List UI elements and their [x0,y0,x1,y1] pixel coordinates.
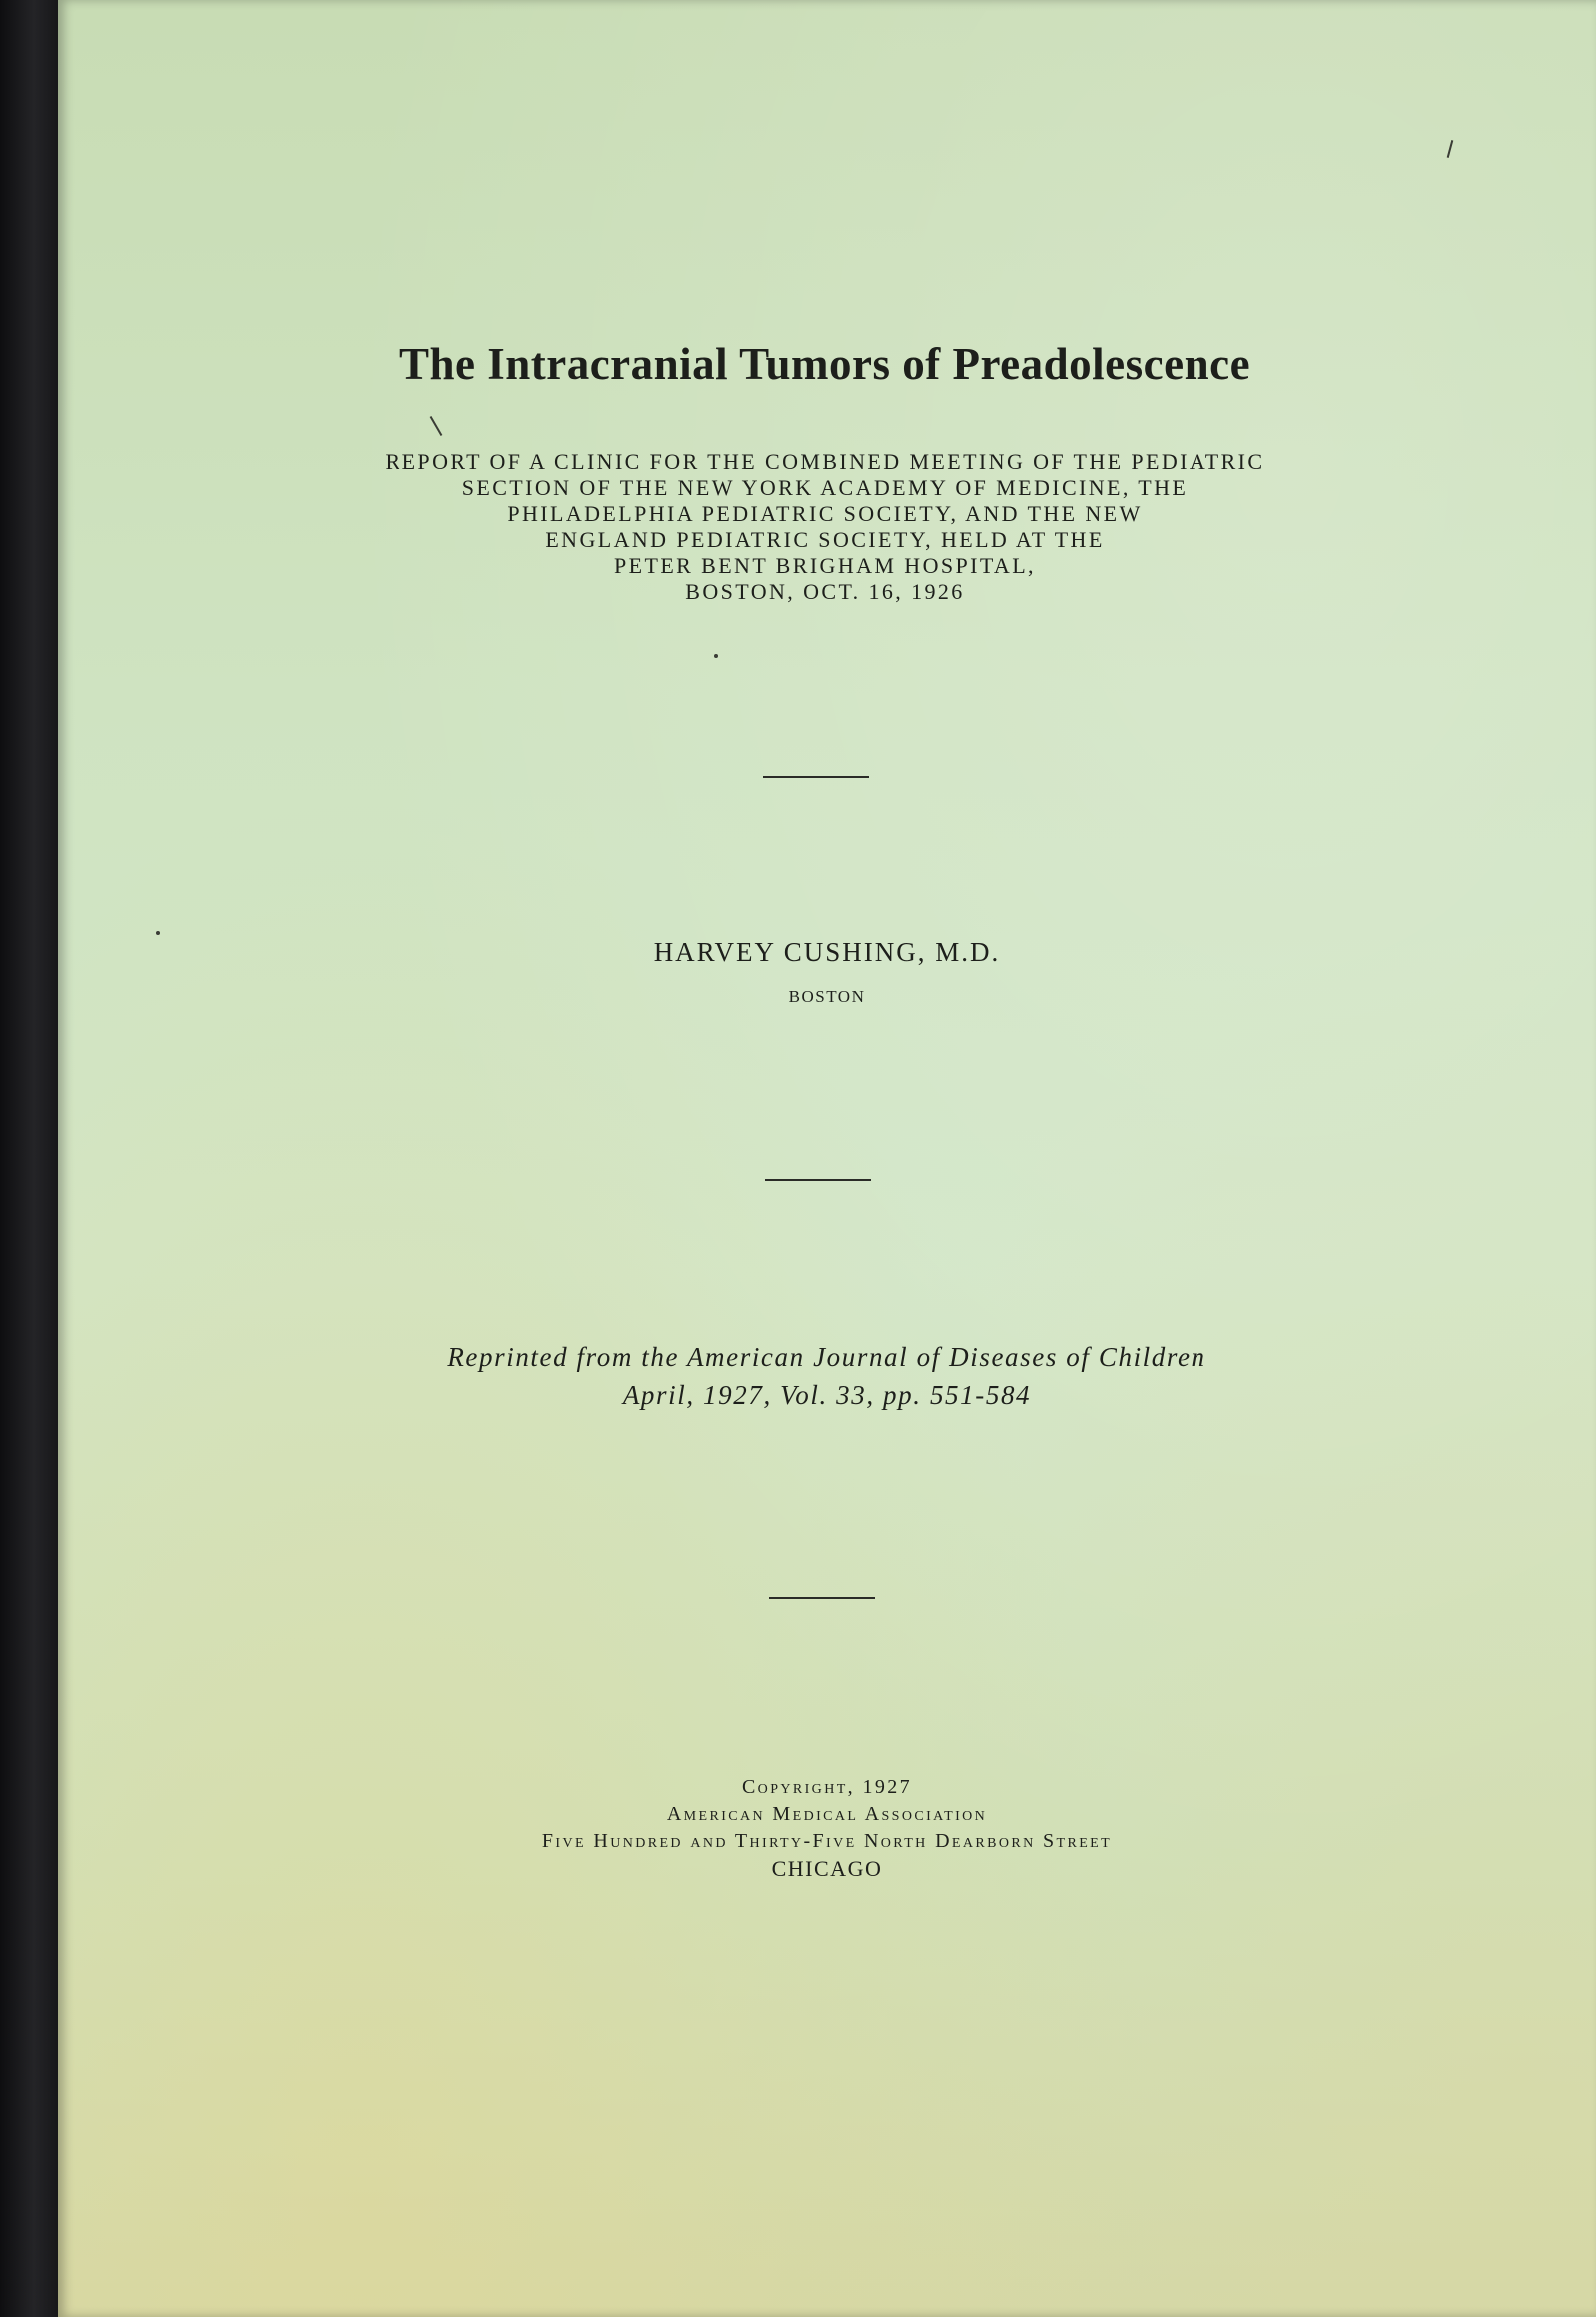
city-line: CHICAGO [771,1856,883,1881]
author-name: HARVEY CUSHING, M.D. [653,937,1001,967]
ink-dot [714,654,718,658]
reprint-notice [58,1338,1596,1414]
pencil-mark [430,416,443,436]
ink-dot [156,931,160,935]
cover-page [58,0,1596,2317]
report-line: SECTION OF THE NEW YORK ACADEMY OF MEDICINE, THE [461,475,1189,500]
address-line: Five Hundred and Thirty-Five North Dearborn Street [541,1830,1113,1852]
report-description [56,449,1594,605]
report-line: PHILADELPHIA PEDIATRIC SOCIETY, AND THE NEW [507,501,1143,526]
copyright-line: Copyright, 1927 [741,1776,913,1798]
report-line: BOSTON, OCT. 16, 1926 [685,579,965,604]
document-title: The Intracranial Tumors of Preadolescence [399,339,1251,388]
copyright-block [58,1774,1596,1882]
reprint-line: Reprinted from the American Journal of Diseases of Children [447,1342,1206,1372]
report-line: PETER BENT BRIGHAM HOSPITAL, [614,553,1036,578]
divider-rule [763,776,869,778]
divider-rule [769,1597,875,1599]
divider-rule [765,1179,871,1181]
report-line: ENGLAND PEDIATRIC SOCIETY, HELD AT THE [545,527,1105,552]
pencil-mark [1447,140,1454,158]
author-location: BOSTON [788,987,866,1006]
report-line: REPORT OF A CLINIC FOR THE COMBINED MEETING OF THE PEDIATRIC [385,449,1265,474]
reprint-line: April, 1927, Vol. 33, pp. 551-584 [622,1380,1032,1410]
publisher-line: American Medical Association [666,1803,988,1825]
book-binding-edge [0,0,62,2317]
